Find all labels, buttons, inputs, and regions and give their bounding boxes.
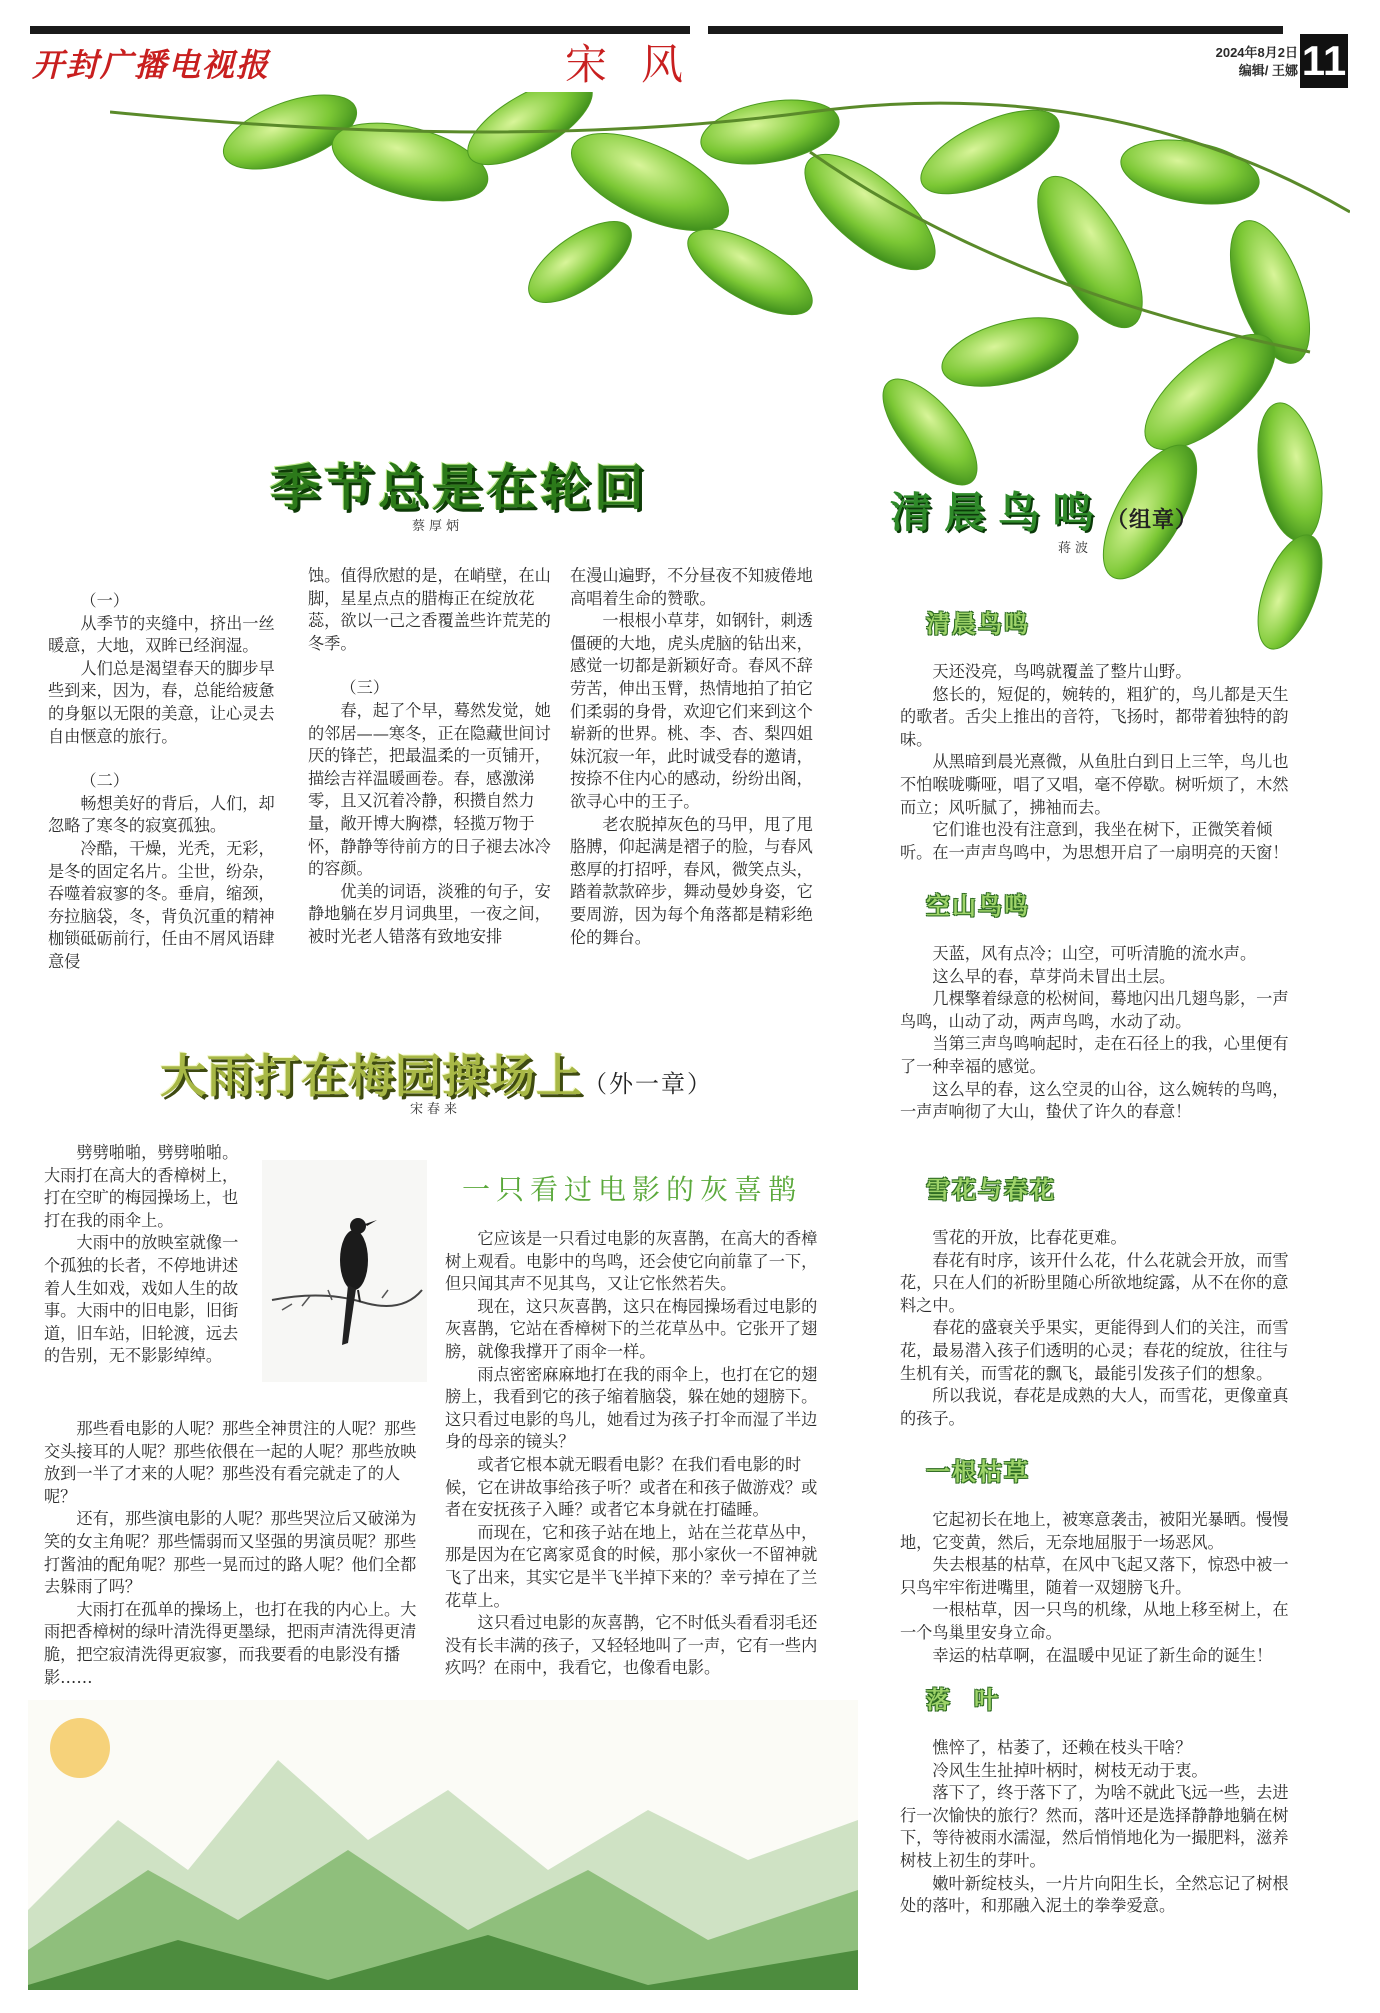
- article3-body: [445, 1228, 820, 1680]
- article1-author: 蔡厚炳: [412, 519, 464, 534]
- paragraph: 憔悴了，枯萎了，还赖在枝头干啥？: [932, 1738, 1192, 1757]
- article4-section: [900, 886, 1300, 1124]
- paragraph: 春花有时序，该开什么花，什么花就会开放，而雪花，只在人们的祈盼里随心所欲地绽露，从不在你的意料之中。: [900, 1250, 1289, 1315]
- article4-section: [900, 1680, 1300, 1918]
- paragraph: 这么早的春，草芽尚未冒出土层。: [932, 966, 1176, 986]
- paragraph: 大雨打在孤单的操场上，也打在我的内心上。大雨把香樟树的绿叶清洗得更墨绿，把雨声清洗得更清脆，把空寂清洗得更寂寥，而我要看的电影没有播影……: [44, 1599, 417, 1687]
- paragraph: 优美的词语，淡雅的句子，安静地躺在岁月词典里，一夜之间，被时光老人错落有致地安排: [308, 881, 551, 946]
- article3-title: 一只看过电影的灰喜鹊: [462, 1173, 803, 1206]
- article2-subtitle: （外一章）: [583, 1070, 713, 1098]
- paragraph: 还有，那些演电影的人呢？那些哭泣后又破涕为笑的女主角呢？那些懦弱而又坚强的男演员呢？那些打酱油的配角呢？那些一晃而过的路人呢？他们全都去躲雨了吗？: [44, 1509, 417, 1597]
- section-heading: 雪花与春花: [926, 1176, 1056, 1204]
- article4-title: [890, 480, 1198, 540]
- column-name: 宋风: [565, 40, 718, 89]
- section-heading: 清晨鸟鸣: [926, 610, 1030, 638]
- article2-title-text: 大雨打在梅园操场上: [160, 1049, 583, 1103]
- paragraph: 这么早的春，这么空灵的山谷，这么婉转的鸟鸣，一声声响彻了大山，蛰伏了许久的春意！: [900, 1079, 1289, 1122]
- paragraph: 劈劈啪啪，劈劈啪啪。大雨打在高大的香樟树上，打在空旷的梅园操场上，也打在我的雨伞上。: [44, 1143, 239, 1230]
- article2-title: [160, 1040, 713, 1106]
- paragraph: 春，起了个早，蓦然发觉，她的邻居——寒冬，正在隐藏世间讨厌的锋芒，把最温柔的一页铺开，描绘吉祥温暖画卷。春，感激涕零，且又沉着冷静，积攒自然力量，敞开博大胸襟，轻揽万物于怀，静静等待前方的日子褪去冰冷的容颜。: [308, 700, 551, 879]
- paragraph: （三）: [340, 678, 389, 698]
- paragraph: 它应该是一只看过电影的灰喜鹊，在高大的香樟树上观看。电影中的鸟鸣，还会使它向前靠了一下，但只闻其声不见其鸟，又让它怅然若失。: [445, 1229, 818, 1294]
- magpie-ink-illustration: [262, 1160, 427, 1382]
- article4-section: [900, 1452, 1300, 1667]
- paragraph: 落下了，终于落下了，为啥不就此飞远一些，去进行一次愉快的旅行？然而，落叶还是选择静静地躺在树下，等待被雨水濡湿，然后悄悄地化为一撮肥料，滋养树枝上初生的芽叶。: [900, 1783, 1289, 1870]
- paragraph: （二）: [80, 771, 129, 791]
- paragraph: 现在，这只灰喜鹊，这只在梅园操场看过电影的灰喜鹊，它站在香樟树下的兰花草丛中。它张开了翅膀，就像我撑开了雨伞一样。: [445, 1296, 818, 1361]
- paragraph: 冷酷，干燥，光秃，无彩，是冬的固定名片。尘世，纷杂，吞噬着寂寥的冬。垂肩，缩颈，夯拉脑袋，冬，背负沉重的精神枷锁砥砺前行，任由不屑风语肆意侵: [48, 838, 275, 971]
- paragraph: 它起初长在地上，被寒意袭击，被阳光暴晒。慢慢地，它变黄，然后，无奈地屈服于一场恶风。: [900, 1510, 1289, 1552]
- article1-col3: [570, 565, 820, 949]
- paragraph: 雨点密密麻麻地打在我的雨伞上，也打在它的翅膀上，我看到它的孩子缩着脑袋，躲在她的翅膀下。这只看过电影的鸟儿，她看过为孩子打伞而湿了半边身的母亲的镜头？: [445, 1364, 818, 1452]
- section-heading: 落叶: [926, 1686, 1022, 1714]
- page-number: 11: [1300, 34, 1348, 88]
- dateline: [1188, 44, 1298, 80]
- section-heading: 一根枯草: [926, 1458, 1030, 1486]
- paragraph: 人们总是渴望春天的脚步早些到来，因为，春，总能给疲惫的身躯以无限的美意，让心灵去自由惬意的旅行。: [48, 658, 275, 746]
- paragraph: 那些看电影的人呢？那些全神贯注的人呢？那些交头接耳的人呢？那些依偎在一起的人呢？那些放映放到一半了才来的人呢？那些没有看完就走了的人呢？: [44, 1419, 417, 1506]
- paragraph: 从季节的夹缝中，挤出一丝暖意，大地，双眸已经润湿。: [48, 613, 275, 656]
- paragraph: 一根枯草，因一只鸟的机缘，从地上移至树上，在一个鸟巢里安身立命。: [900, 1600, 1289, 1642]
- article4-author: 蒋波: [1058, 541, 1093, 556]
- paragraph: 春花的盛衰关乎果实，更能得到人们的关注，而雪花，最易潜入孩子们透明的心灵；春花的绽放，往往与生机有关，而雪花的飘飞，最能引发孩子们的想象。: [900, 1318, 1289, 1383]
- paragraph: 而现在，它和孩子站在地上，站在兰花草丛中，那是因为在它离家觅食的时候，那小家伙一不留神就飞了出来，其实它是半飞半掉下来的？幸亏掉在了兰花草上。: [445, 1522, 818, 1610]
- article2-author: 宋春来: [410, 1102, 462, 1117]
- paragraph: （一）: [80, 591, 129, 610]
- paragraph: 天还没亮，鸟鸣就覆盖了整片山野。: [932, 662, 1192, 681]
- article4-title-text: 清晨鸟鸣: [890, 488, 1107, 537]
- paragraph: 所以我说，春花是成熟的大人，而雪花，更像童真的孩子。: [900, 1386, 1289, 1428]
- paragraph: 从黑暗到晨光熹微，从鱼肚白到日上三竿，鸟儿也不怕喉咙嘶哑，唱了又唱，毫不停歇。树听烦了，木然而立；风听腻了，拂袖而去。: [900, 752, 1289, 817]
- paragraph: 它们谁也没有注意到，我坐在树下，正微笑着倾听。在一声声鸟鸣中，为思想开启了一扇明亮的天窗！: [900, 820, 1289, 862]
- article2-wide-col: [44, 1418, 429, 1689]
- article4-section: [900, 1170, 1300, 1430]
- section-heading: 空山鸟鸣: [926, 892, 1030, 920]
- paragraph: 老农脱掉灰色的马甲，甩了甩胳膊，仰起满是褶子的脸，与春风憨厚的打招呼，春风，微笑点头，踏着款款碎步，舞动曼妙身姿，它要周游，因为每个角落都是精彩绝伦的舞台。: [570, 814, 813, 947]
- paragraph: 天蓝，风有点冷；山空，可听清脆的流水声。: [932, 944, 1257, 963]
- paragraph: 这只看过电影的灰喜鹊，它不时低头看看羽毛还没有长丰满的孩子，又轻轻地叫了一声，它有一些内疚吗？在雨中，我看它，也像看电影。: [445, 1613, 818, 1678]
- paragraph: 在漫山遍野，不分昼夜不知疲倦地高唱着生命的赞歌。: [570, 566, 813, 608]
- paragraph: 幸运的枯草啊，在温暖中见证了新生命的诞生！: [932, 1645, 1273, 1665]
- paragraph: 嫩叶新绽枝头，一片片向阳生长，全然忘记了树根处的落叶，和那融入泥土的拳拳爱意。: [900, 1873, 1289, 1916]
- paragraph: 悠长的，短促的，婉转的，粗犷的，鸟儿都是天生的歌者。舌尖上推出的音符，飞扬时，都带着独特的韵味。: [900, 684, 1289, 749]
- paragraph: 失去根基的枯草，在风中飞起又落下，惊恐中被一只鸟牢牢衔进嘴里，随着一双翅膀飞升。: [900, 1555, 1289, 1597]
- paragraph: 雪花的开放，比春花更难。: [932, 1228, 1127, 1247]
- paragraph: 或者它根本就无暇看电影？在我们看电影的时候，它在讲故事给孩子听？或者在和孩子做游戏？或者在安抚孩子入睡？或者它本身就在打磕睡。: [445, 1454, 818, 1520]
- article4-section: [900, 604, 1300, 864]
- paragraph: 一根根小草芽，如钢针，刺透僵硬的大地，虎头虎脑的钻出来，感觉一切都是新颖好奇。春风不辞劳苦，伸出玉臂，热情地拍了拍它们柔弱的身骨，欢迎它们来到这个崭新的世界。桃、李、杏、梨四姐妹沉寂一年，此时诚受春的邀请，按捺不住内心的感动，纷纷出阁，欲寻心中的王子。: [570, 611, 813, 811]
- header-rule-right: [708, 26, 1283, 34]
- paragraph: 畅想美好的背后，人们，却忽略了寒冬的寂寞孤独。: [48, 793, 275, 836]
- paragraph: 大雨中的放映室就像一个孤独的长者，不停地讲述着人生如戏，戏如人生的故事。大雨中的旧电影，旧街道，旧车站，旧轮渡，远去的告别，无不影影绰绰。: [44, 1233, 239, 1366]
- paragraph: 几棵擎着绿意的松树间，蓦地闪出几翅鸟影，一声鸟鸣，山动了动，两声鸟鸣，水动了动。: [900, 989, 1289, 1031]
- article4-subtitle: （组章）: [1106, 508, 1199, 533]
- issue-date: 2024年8月2日: [1215, 45, 1298, 60]
- article2-narrow-col: [44, 1142, 244, 1368]
- editor-credit: 编辑/ 王娜: [1238, 63, 1298, 78]
- masthead: 开封广播电视报: [32, 46, 271, 84]
- paragraph: 当第三声鸟鸣响起时，走在石径上的我，心里便有了一种幸福的感觉。: [900, 1034, 1289, 1076]
- article1-col1: [48, 590, 290, 974]
- article1-title: 季节总是在轮回: [270, 459, 648, 517]
- paragraph: 蚀。值得欣慰的是，在峭壁，在山脚，星星点点的腊梅正在绽放花蕊，欲以一己之香覆盖些许荒芜的冬季。: [308, 566, 551, 653]
- paragraph: 冷风生生扯掉叶柄时，树枝无动于衷。: [932, 1760, 1208, 1780]
- article1-col2: [308, 565, 553, 949]
- mountain-landscape-illustration: [28, 1700, 858, 1990]
